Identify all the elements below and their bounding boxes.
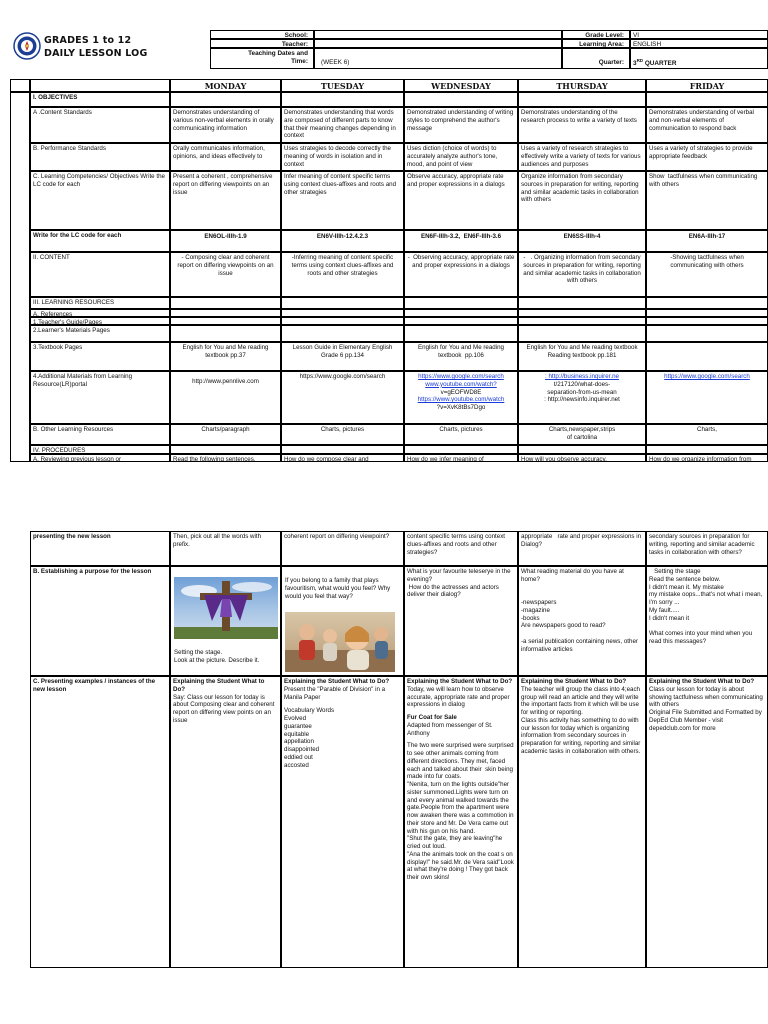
- learning-resources-row-label: III. LEARNING RESOURCES: [30, 297, 170, 309]
- purpose-row-tuesday: [281, 566, 404, 676]
- performance-standards-row-monday: Orally communicates information, opinions, and ideas effectively to: [170, 143, 281, 171]
- reviewing-row-thursday: How will you observe accuracy,: [518, 454, 646, 462]
- form-title-line1: GRADES 1 to 12: [44, 35, 132, 46]
- performance-standards-row-label: B. Performance Standards: [30, 143, 170, 171]
- lc-code-row-tuesday: EN6V-IIIh-12.4.2.3: [281, 230, 404, 252]
- day-header-friday: FRIDAY: [646, 79, 768, 92]
- textbook-row-thursday: English for You and Me reading textbook Reading textbook pp.181: [518, 342, 646, 371]
- objectives-row-monday: [170, 92, 281, 107]
- purpose-row-friday: Setting the stage Read the sentence below. I didn't mean it. My mistake my mistake oops...that's not what i mean, I'm sorry ... My fault..... I didn't mean it What comes into your mind when you read this messages?: [646, 566, 768, 676]
- references-row-monday: [170, 309, 281, 317]
- learning-resources-row-monday: [170, 297, 281, 309]
- competencies-row-monday: Present a coherent , comprehensive report on differing viewpoints on an issue: [170, 171, 281, 230]
- content-row-wednesday: - Observing accuracy, appropriate rate and proper expressions in a dialogs: [404, 252, 518, 297]
- dates-value-cell: [314, 48, 562, 69]
- examples-tuesday-heading: Explaining the Student What to Do?: [284, 678, 390, 685]
- examples-monday-text: Say: Class our lesson for today is about Composing clear and coherent report on differing view points on an issue: [173, 693, 278, 724]
- teacher-label-cell: [210, 39, 314, 48]
- teacher-label: Teacher:: [281, 41, 308, 48]
- additional-materials-row-friday: [646, 371, 768, 424]
- examples-friday: [646, 676, 768, 968]
- examples-wednesday-intro: Today, we will learn how to observe accurate, appropriate rate and proper expressions in dialog: [407, 685, 510, 709]
- deped-seal-logo: [13, 32, 41, 60]
- content-row-thursday: - . Organizing information from secondary sources in preparation for writing, reporting and similar academic tasks in collaboration with others: [518, 252, 646, 297]
- learners-materials-row-monday: [170, 325, 281, 342]
- additional-materials-row-label: 4.Additional Materials from Learning Resource(LR)portal: [30, 371, 170, 424]
- references-row-thursday: [518, 309, 646, 317]
- lc-code-row-friday: EN6A-IIIh-17: [646, 230, 768, 252]
- competencies-row-wednesday: Observe accuracy, appropriate rate and proper expressions in a dialogs: [404, 171, 518, 230]
- presenting-row-monday: Then, pick out all the words with prefix.: [170, 531, 281, 566]
- teachers-guide-row-label: 1.Teacher's Guide/Pages: [30, 317, 170, 325]
- content-standards-row-wednesday: Demonstrated understanding of writing styles to comprehend the author's message: [404, 107, 518, 143]
- dates-label: Teaching Dates and: [248, 50, 308, 57]
- reviewing-row-wednesday: How do we infer meaning of: [404, 454, 518, 462]
- presenting-row-friday: secondary sources in preparation for writing, reporting and similar academic tasks in collaboration with others?: [646, 531, 768, 566]
- teachers-guide-row-friday: [646, 317, 768, 325]
- purpose-row-thursday: What reading material do you have at home? -newspapers -magazine -books Are newspapers good to read? -a serial publication containing news, other informative articles: [518, 566, 646, 676]
- resource-link-wednesday-1[interactable]: www.youtube.com/watch?: [425, 380, 497, 388]
- vocabulary-title: Vocabulary Words: [284, 707, 335, 715]
- resource-text-monday-0: http://www.pennlive.com: [192, 378, 259, 385]
- grade-level-value: VI: [633, 32, 640, 39]
- examples-tuesday-intro: Present the "Parable of Division" in a Manila Paper: [284, 685, 386, 701]
- performance-standards-row-wednesday: Uses diction (choice of words) to accurately analyze author's tone, mood, and point of view: [404, 143, 518, 171]
- teachers-guide-row-monday: [170, 317, 281, 325]
- resource-text-wednesday-2: v=gEOFWD8E: [440, 388, 482, 396]
- references-row-tuesday: [281, 309, 404, 317]
- lc-code-row-thursday: EN6SS-IIIh-4: [518, 230, 646, 252]
- other-resources-row-tuesday: Charts, pictures: [281, 424, 404, 445]
- content-standards-row-label: A .Content Standards: [30, 107, 170, 143]
- resource-link-wednesday-0[interactable]: https://www.google.com/search: [418, 373, 504, 380]
- reviewing-row-tuesday: How do we compose clear and: [281, 454, 404, 462]
- objectives-row-thursday: [518, 92, 646, 107]
- presenting-row-label: presenting the new lesson: [30, 531, 170, 566]
- resource-text-thursday-1: t/217120/what-does- separation-from-us-mean : http://newsinfo.inquirer.net: [544, 380, 620, 404]
- lc-code-row-wednesday: EN6F-IIIh-3.2, EN6F-IIIh-3.6: [404, 230, 518, 252]
- references-row-label: A. References: [30, 309, 170, 317]
- additional-materials-row-tuesday: [281, 371, 404, 424]
- quarter-label-cell: [562, 48, 630, 69]
- school-value-cell: [314, 30, 562, 39]
- content-row-monday: - Composing clear and coherent report on differing viewpoints on an issue: [170, 252, 281, 297]
- procedures-row-wednesday: [404, 445, 518, 454]
- lc-code-row-label: Write for the LC code for each: [30, 230, 170, 252]
- grade-level-label-cell: [562, 30, 630, 39]
- learners-materials-row-wednesday: [404, 325, 518, 342]
- presenting-row-tuesday: coherent report on differing viewpoint?: [281, 531, 404, 566]
- teacher-value-cell: [314, 39, 562, 48]
- other-resources-row-label: B. Other Learning Resources: [30, 424, 170, 445]
- resource-link-friday-0[interactable]: https://www.google.com/search: [664, 373, 750, 380]
- presenting-row-wednesday: content specific terms using context clues-affixes and roots and other strategies?: [404, 531, 518, 566]
- competencies-row-thursday: Organize information from secondary sources in preparation for writing, reporting and similar academic tasks in collaboration with others: [518, 171, 646, 230]
- competencies-row-label: C. Learning Competencies/ Objectives Write the LC code for each: [30, 171, 170, 230]
- examples-monday: [170, 676, 281, 968]
- examples-wednesday: [404, 676, 518, 968]
- additional-materials-row-wednesday: [404, 371, 518, 424]
- purpose-row-monday: [170, 566, 281, 676]
- examples-friday-heading: Explaining the Student What to Do?: [649, 678, 755, 685]
- examples-thursday: [518, 676, 646, 968]
- objectives-row-wednesday: [404, 92, 518, 107]
- other-resources-row-thursday: Charts,newspaper,strips of cartolina: [518, 424, 646, 445]
- references-row-friday: [646, 309, 768, 317]
- performance-standards-row-thursday: Uses a variety of research strategies to effectively write a variety of texts for various audiences and purposes: [518, 143, 646, 171]
- day-header-label-col: [30, 79, 170, 92]
- other-resources-row-monday: Charts/paragraph: [170, 424, 281, 445]
- objectives-row-label: I. OBJECTIVES: [30, 92, 170, 107]
- week-value: (WEEK 6): [321, 59, 350, 66]
- procedures-row-tuesday: [281, 445, 404, 454]
- resource-text-wednesday-4: ?v=XvK8tBs7Dgo: [436, 404, 486, 411]
- day-header-thursday: THURSDAY: [518, 79, 646, 92]
- purpose-monday-text: Setting the stage. Look at the picture. Describe it.: [174, 649, 260, 664]
- purpose-row-wednesday: What is your favourite teleserye in the evening? How do the actresses and actors deliver their dialog?: [404, 566, 518, 676]
- content-standards-row-monday: Demonstrates understanding of various non-verbal elements in orally communicating information: [170, 107, 281, 143]
- learning-area-value: ENGLISH: [633, 41, 662, 48]
- grade-level-value-cell: [630, 30, 768, 39]
- learning-area-label-cell: [562, 39, 630, 48]
- quarter-suffix: QUARTER: [643, 60, 677, 68]
- procedures-row-thursday: [518, 445, 646, 454]
- textbook-row-wednesday: English for You and Me reading textbook pp.106: [404, 342, 518, 371]
- procedures-row-friday: [646, 445, 768, 454]
- content-standards-row-thursday: Demonstrates understanding of the research process to write a variety of texts: [518, 107, 646, 143]
- additional-materials-row-monday: [170, 371, 281, 424]
- learning-resources-row-friday: [646, 297, 768, 309]
- day-header-wednesday: WEDNESDAY: [404, 79, 518, 92]
- examples-wednesday-heading: Explaining the Student What to Do?: [407, 678, 513, 685]
- day-header-blank: [10, 79, 30, 92]
- teachers-guide-row-tuesday: [281, 317, 404, 325]
- examples-friday-text: Class our lesson for today is about showing tactfulness when communicating with others Original File Submitted and Formatted by DepEd Club Member - visit depedclub.com for more: [649, 685, 763, 732]
- family-picture: [285, 612, 395, 672]
- teachers-guide-row-thursday: [518, 317, 646, 325]
- learning-resources-row-wednesday: [404, 297, 518, 309]
- resource-link-thursday-0[interactable]: : http://business.inquirer.ne: [545, 373, 619, 380]
- reviewing-row-label: A. Reviewing previous lesson or: [30, 454, 170, 462]
- examples-monday-heading: Explaining the Student What to Do?: [173, 678, 265, 693]
- learning-area-label: Learning Area:: [579, 41, 624, 48]
- learners-materials-row-thursday: [518, 325, 646, 342]
- learning-resources-row-thursday: [518, 297, 646, 309]
- school-label-cell: [210, 30, 314, 39]
- textbook-row-monday: English for You and Me reading textbook pp.37: [170, 342, 281, 371]
- form-title-line2: DAILY LESSON LOG: [44, 48, 148, 59]
- resource-link-wednesday-3[interactable]: https://www.youtube.com/watch: [417, 396, 505, 404]
- quarter-number: 3: [633, 60, 637, 68]
- school-label: School:: [284, 32, 308, 39]
- grade-level-label: Grade Level:: [585, 32, 624, 39]
- additional-materials-row-thursday: [518, 371, 646, 424]
- story-text: The two were surprised were surprised to see other animals coming from different directions. They met, faced each and talked about their skin being made into fur coats. "Nenita, turn on the lights outside"her sister summoned.Lights were turn on and every animal walked towards the gate.People from the apartment were now awaken there was a commotion in their store and Mr. De Vera came out with his gun on his hand. "Shut the gate, they are leaving"he cried out loud. "Ana the animals took on the coat s on display!" he said.Mr. de Vera said"Look at what they're doing ! They got back their own skins!: [407, 742, 514, 881]
- story-title: Fur Coat for Sale: [407, 714, 457, 721]
- quarter-value-cell: [630, 48, 768, 69]
- textbook-row-friday: [646, 342, 768, 371]
- day-header-tuesday: TUESDAY: [281, 79, 404, 92]
- objectives-row-tuesday: [281, 92, 404, 107]
- competencies-row-tuesday: Infer meaning of content specific terms using context clues-affixes and roots and other strategies: [281, 171, 404, 230]
- cross-cloth-picture: [174, 577, 278, 639]
- day-header-monday: MONDAY: [170, 79, 281, 92]
- left-gutter-page1: [10, 92, 30, 462]
- content-row-tuesday: -Inferring meaning of content specific terms using context clues-affixes and roots and other strategies: [281, 252, 404, 297]
- content-standards-row-tuesday: Demonstrates understanding that words are composed of different parts to know that their meaning changes depending in context: [281, 107, 404, 143]
- content-standards-row-friday: Demonstrates understanding of verbal and non-verbal elements of communication to respond back: [646, 107, 768, 143]
- content-row-label: II. CONTENT: [30, 252, 170, 297]
- competencies-row-friday: Show tactfulness when communicating with others: [646, 171, 768, 230]
- references-row-wednesday: [404, 309, 518, 317]
- time-label: Time:: [291, 58, 308, 65]
- purpose-row-label: B. Establishing a purpose for the lesson: [30, 566, 170, 676]
- story-source: Adapted from messenger of St. Anthony: [407, 721, 493, 737]
- dates-label-cell: [210, 48, 314, 69]
- lc-code-row-monday: EN6OL-IIIh-1.9: [170, 230, 281, 252]
- learners-materials-row-label: 2.Learner's Materials Pages: [30, 325, 170, 342]
- learning-area-value-cell: [630, 39, 768, 48]
- learners-materials-row-tuesday: [281, 325, 404, 342]
- reviewing-row-friday: How do we organize information from: [646, 454, 768, 462]
- presenting-row-thursday: appropriate rate and proper expressions in Dialog?: [518, 531, 646, 566]
- examples-tuesday: [281, 676, 404, 968]
- teachers-guide-row-wednesday: [404, 317, 518, 325]
- procedures-row-monday: [170, 445, 281, 454]
- textbook-row-label: 3.Textbook Pages: [30, 342, 170, 371]
- presenting-examples-label: C. Presenting examples / instances of the new lesson: [30, 676, 170, 968]
- purpose-tuesday-text: If you belong to a family that plays favouritism, what would you feel? Why would you feel that way?: [285, 577, 392, 600]
- quarter-ordinal: RD: [636, 58, 644, 63]
- textbook-row-tuesday: Lesson Guide in Elementary English Grade 6 pp.134: [281, 342, 404, 371]
- learners-materials-row-friday: [646, 325, 768, 342]
- resource-text-tuesday-0: https://www.google.com/search: [299, 373, 386, 380]
- other-resources-row-friday: Charts,: [646, 424, 768, 445]
- content-row-friday: -Showing tactfulness when communicating with others: [646, 252, 768, 297]
- performance-standards-row-friday: Uses a variety of strategies to provide appropriate feedback: [646, 143, 768, 171]
- performance-standards-row-tuesday: Uses strategies to decode correctly the meaning of words in isolation and in context: [281, 143, 404, 171]
- examples-thursday-heading: Explaining the Student What to Do?: [521, 678, 627, 685]
- other-resources-row-wednesday: Charts, pictures: [404, 424, 518, 445]
- objectives-row-friday: [646, 92, 768, 107]
- learning-resources-row-tuesday: [281, 297, 404, 309]
- vocabulary-list: Evolved guarantee equitable appellation disappointed eddied out accosted: [284, 715, 320, 769]
- procedures-row-label: IV. PROCEDURES: [30, 445, 170, 454]
- examples-thursday-text: The teacher will group the class into 4;each group will read an article and they will write the important facts from it which will be use for writing or reporting. Class this activity has something to do with our lesson for today which is organizing information from secondary sources in preparation for writing, reporting and similar academic tasks in collaboration with others.: [521, 685, 641, 755]
- reviewing-row-monday: Read the following sentences.: [170, 454, 281, 462]
- quarter-label: Quarter:: [598, 59, 624, 66]
